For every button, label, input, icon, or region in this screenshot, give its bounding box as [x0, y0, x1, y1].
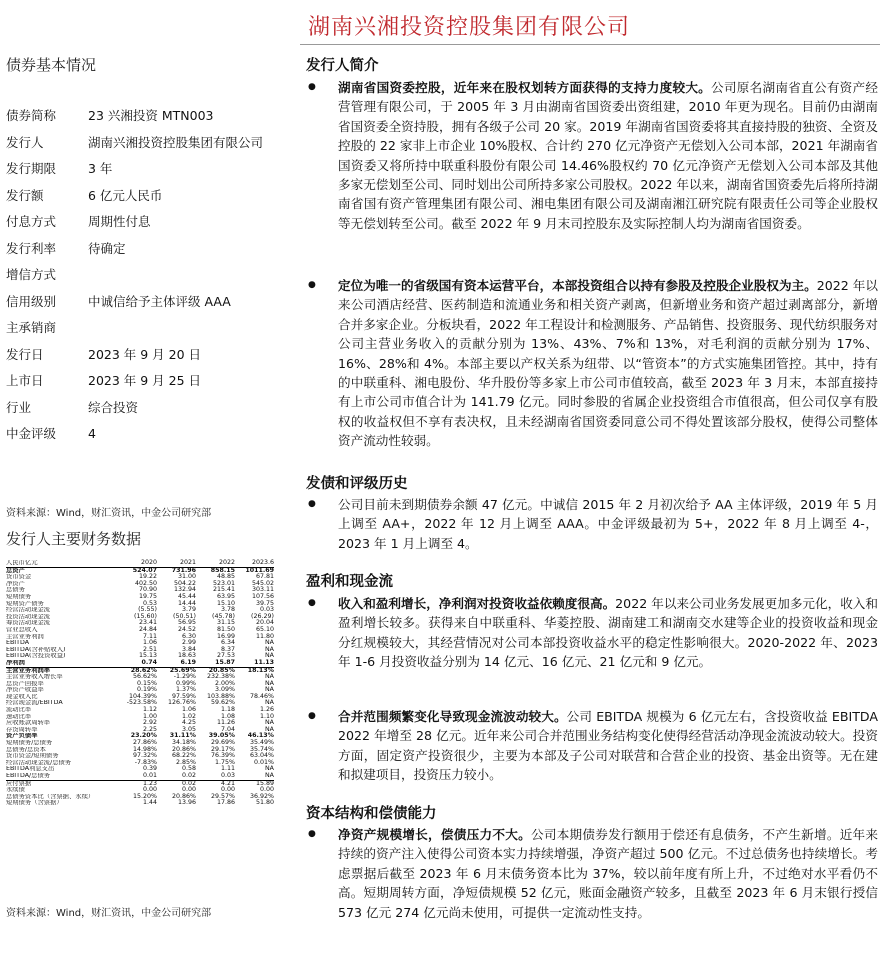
financial-cell: 0.03	[259, 606, 274, 614]
financial-cell: 48.85	[216, 573, 235, 581]
financial-cell: 59.62%	[210, 699, 235, 707]
financial-row-label: 主营业务利润率	[6, 667, 51, 674]
financial-row-label: 短期债务/总债务	[6, 740, 53, 747]
financial-cell: 1.26	[259, 706, 274, 714]
financial-cell: 20.04	[255, 619, 274, 627]
financial-cell: 0.58	[181, 765, 196, 773]
financial-cell: 3.84	[181, 645, 196, 653]
financial-cell: 31.00	[177, 573, 196, 581]
financial-cell: 1.08	[220, 712, 235, 720]
financial-cell: 2022	[218, 559, 235, 566]
financial-row-label: 总资产回报率	[6, 680, 44, 687]
financial-cell: NA	[264, 765, 274, 773]
bond-info-key: 发行期限	[6, 161, 57, 176]
financial-row-label: 流动比率	[6, 707, 32, 714]
financial-row-label: 现金收入比	[6, 693, 38, 700]
bond-info-value: 中诚信给予主体评级 AAA	[88, 293, 231, 309]
bond-info-row	[6, 289, 284, 316]
financial-cell: 402.50	[134, 579, 157, 587]
financial-row-label: 应付票据	[6, 780, 32, 787]
bond-info-row	[6, 342, 284, 369]
financial-cell: 14.44	[177, 599, 196, 607]
section-capital-heading: 资本结构和偿债能力	[306, 806, 437, 822]
bond-info-key: 发行日	[6, 346, 44, 362]
financial-data-title: 发行人主要财务数据	[6, 530, 142, 548]
financial-cell: 17.86	[216, 799, 235, 807]
bond-info-key: 发行人	[6, 134, 44, 150]
financial-row-label: 永续债	[6, 787, 25, 794]
bond-info-value: 2023 年 9 月 20 日	[88, 346, 202, 362]
bond-info-title: 债券基本情况	[6, 56, 97, 74]
financial-cell: 3.79	[181, 606, 196, 614]
bond-info-row	[6, 156, 284, 183]
bond-info-row	[6, 130, 284, 157]
financial-row-label: 总资产	[6, 567, 25, 574]
financial-row-label: 短期债务	[6, 593, 32, 600]
bond-info-key: 发行额	[6, 187, 44, 203]
financial-cell: 2.25	[142, 725, 157, 733]
financial-cell: 0.03	[220, 772, 235, 779]
financial-cell: 67.81	[255, 573, 274, 581]
financial-cell: NA	[264, 772, 274, 779]
bullet-icon: ●	[308, 598, 316, 608]
financial-cell: 3.78	[220, 606, 235, 614]
financial-cell: (15.60)	[134, 612, 157, 620]
financial-cell: 1.12	[142, 706, 157, 714]
financial-cell: 2.51	[142, 645, 157, 653]
financial-cell: 303.11	[251, 586, 274, 594]
financial-cell: 6.19	[180, 658, 196, 666]
financial-row-label: 短期资产债务	[6, 600, 44, 607]
bond-info-value: 综合投资	[88, 399, 139, 415]
financial-cell: 0.39	[142, 765, 157, 773]
paragraph-revenue-body: 2022 年以来公司业务发展更加多元化，收入和盈利增长较多。获得来自中联重科、华菱控股、湖南建工和湖南交水建等企业的投资收益和现金分红规模较大，其经营情况对公司本部投资收益水平的稳定性影响很大。2020-2022 年、2023 年 1-6 月投资收益分别为 14 亿元、16 亿元、21 亿元和 9 亿元。	[338, 596, 878, 670]
financial-cell: (26.29)	[251, 612, 274, 620]
paragraph-ownership-body: 公司原名湖南省直公有资产经营管理有限公司，于 2005 年 3 月由湖南省国资委出资组建，2010 年更为现名。目前仍由湖南省国资委全资持股，拥有各级子公司 20 家。2019 年湖南省国资委将其直接持股的独资、全资及控股的 22 家非上市企业 10%股权、合计约 270 亿元净资产无偿划入公司本部，2021 年湖南省国资委又将所持中联重科股份有限公司 14.46%股权约 70 亿元净资产无偿划入公司本部及其他多家无偿划至公司、同时划出公司所持多家公司股权。2022 年以来，湖南省国资委先后将所持湖南省国有资产管理集团有限公司、湘电集团有限公司及湖南湘江研究院有限责任公司等企业股权等无偿划转至公司。截至 2022 年 9 月末司控股东及实际控制人均为湖南省国资委。	[338, 80, 879, 231]
financial-row-label: 净资产收益率	[6, 687, 44, 694]
financial-cell: (50.51)	[173, 612, 196, 620]
bond-info-table	[6, 103, 284, 448]
financial-cell: -1.29%	[173, 673, 196, 681]
financial-cell: 11.13	[254, 658, 274, 666]
bullet-icon: ●	[308, 280, 316, 290]
financial-cell: 76.39%	[210, 752, 235, 760]
bond-info-key: 付息方式	[6, 214, 57, 229]
section-intro-heading: 发行人简介	[306, 58, 379, 74]
financial-cell: -7.83%	[134, 758, 157, 766]
financial-row-label: 短期债务（含票据）	[6, 800, 63, 807]
financial-cell: 524.07	[132, 566, 157, 574]
bond-info-value: 周期性付息	[88, 214, 151, 229]
financial-row	[6, 800, 274, 807]
bond-info-row	[6, 368, 284, 395]
paragraph-positioning-body: 2022 年以来公司酒店经营、医药制造和流通业务和相关资产剥离，但新增业务和资产超过剥离部分，新增合并多家企业。分板块看，2022 年工程设计和检测服务、产品销售、投资服务、现代纺织服务对公司主营业务收入的贡献分别为 13%、43%、7%和 13%，对毛利润的贡献分别为 17%、16%、28%和 4%。本部主要以产权关系为纽带、以“管资本”的方式实施集团管控。其中，持有的中联重科、湘电股份、华升股份等多家上市公司市值较高，截至 2023 年 3 月末，本部直接持有上市公司市值合计为 141.79 亿元。同时参股的省属企业投资组合市值很高，但公司仅享有股权的收益权但不享有表决权，且未经湖南省国资委同意公司不得处置该部分股权，使得公司整体资产流动性较弱。	[338, 278, 879, 449]
financial-cell: 0.00	[220, 786, 235, 794]
financial-cell: 39.75	[255, 599, 274, 607]
financial-row-label: 筹资活动现金流	[6, 620, 51, 627]
financial-cell: 27.53	[216, 652, 235, 660]
financial-cell: 36.92%	[249, 792, 274, 800]
financial-cell: 1.37%	[175, 686, 196, 694]
financial-cell: 2.00%	[214, 679, 235, 687]
financial-cell: 15.13	[138, 652, 157, 660]
financial-cell: 0.15%	[136, 679, 157, 687]
financial-cell: 27.86%	[132, 739, 157, 747]
financial-cell: NA	[264, 725, 274, 733]
bond-info-row	[6, 209, 284, 236]
financial-cell: (5.55)	[138, 606, 157, 614]
financial-cell: NA	[264, 679, 274, 687]
financial-cell: 6.30	[181, 632, 196, 640]
financial-cell: 6.34	[220, 639, 235, 647]
financial-cell: 132.94	[173, 586, 196, 594]
financial-cell: 29.17%	[210, 745, 235, 753]
financial-cell: 1.75%	[214, 758, 235, 766]
financial-cell: 39.05%	[208, 732, 235, 740]
bond-info-value: 6 亿元人民币	[88, 187, 163, 203]
section-profit-heading: 盈利和现金流	[306, 574, 393, 590]
financial-cell: NA	[264, 686, 274, 694]
financial-cell: 18.63	[177, 652, 196, 660]
bond-info-key: 中金评级	[6, 426, 57, 441]
bullet-icon: ●	[308, 711, 316, 721]
bond-info-key: 债券简称	[6, 108, 57, 123]
bond-info-value: 4	[88, 426, 96, 441]
bond-info-row	[6, 103, 284, 130]
financial-row-label: 货币资金/短期债务	[6, 753, 59, 760]
financial-cell: 4.25	[181, 719, 196, 727]
bullet-icon: ●	[308, 499, 316, 509]
financial-cell: 7.11	[142, 632, 157, 640]
financial-cell: 63.04%	[249, 752, 274, 760]
financial-row-label: 总债务/总资本	[6, 746, 46, 753]
financial-cell: 31.11%	[169, 732, 196, 740]
financial-cell: 731.96	[171, 566, 196, 574]
company-title: 湖南兴湘投资控股集团有限公司	[308, 15, 631, 40]
financial-row-label: 资产负债率	[6, 733, 38, 740]
paragraph-cashflow-lead: 合并范围频繁变化导致现金流波动较大。	[338, 709, 567, 724]
financial-row-label: 经营现金流/EBITDA	[6, 700, 63, 707]
financial-cell: NA	[264, 699, 274, 707]
financial-row-label: 经营活动现金流	[6, 607, 51, 614]
financial-cell: 19.22	[138, 573, 157, 581]
paragraph-capital	[306, 825, 878, 922]
financial-cell: 2020	[140, 559, 157, 566]
financial-cell: 1.11	[220, 765, 235, 773]
bond-info-row	[6, 395, 284, 422]
title-divider	[300, 44, 880, 45]
paragraph-cashflow	[306, 707, 878, 785]
financial-cell: 29.57%	[210, 792, 235, 800]
financial-cell: 34.18%	[171, 739, 196, 747]
financial-cell: NA	[264, 652, 274, 660]
financial-cell: 1.10	[259, 712, 274, 720]
paragraph-ownership-lead: 湖南省国资委控股，近年来在股权划转方面获得的支持力度较大。	[338, 80, 712, 95]
financial-cell: 45.44	[177, 592, 196, 600]
financial-cell: 97.32%	[132, 752, 157, 760]
financial-cell: 19.75	[138, 592, 157, 600]
financial-cell: 545.02	[251, 579, 274, 587]
bond-info-key: 行业	[6, 399, 32, 415]
financial-cell: 0.19%	[136, 686, 157, 694]
financial-data-table	[6, 560, 274, 807]
bond-info-value	[88, 262, 284, 289]
financial-cell: 0.02	[181, 772, 196, 779]
paragraph-ownership	[306, 78, 878, 233]
financial-row-label: 主营业务收入增长率	[6, 674, 63, 681]
financial-cell: 15.20%	[132, 792, 157, 800]
financial-cell: 31.15	[216, 619, 235, 627]
financial-cell: 51.80	[255, 799, 274, 807]
financial-cell: (45.78)	[212, 612, 235, 620]
paragraph-rating-history-body: 公司目前未到期债券余额 47 亿元。中诚信 2015 年 2 月初次给予 AA 主体评级，2019 年 5 月上调至 AA+，2022 年 12 月上调至 AAA。中金评级最初为 5+，2022 年 8 月上调至 4-，2023 年 1 月上调至 4。	[338, 497, 878, 551]
financial-cell: 13.96	[177, 799, 196, 807]
financial-cell: 2021	[179, 559, 196, 566]
financial-cell: 29.69%	[210, 739, 235, 747]
financial-cell: 11.80	[255, 632, 274, 640]
bond-info-value	[88, 315, 284, 342]
bond-info-key: 发行利率	[6, 240, 57, 256]
bond-info-value: 23 兴湘投资 MTN003	[88, 108, 214, 123]
bond-info-row	[6, 183, 284, 210]
financial-cell: 20.86%	[171, 792, 196, 800]
financial-row-label: 存货周转率	[6, 726, 38, 733]
financial-row-label: 人民币亿元	[6, 560, 38, 566]
bond-info-row	[6, 421, 284, 448]
bond-info-value: 3 年	[88, 161, 113, 176]
financial-cell: 0.00	[259, 786, 274, 794]
financial-cell: 81.50	[216, 625, 235, 633]
financial-cell: 1.18	[220, 706, 235, 714]
financial-cell: 0.01	[142, 772, 157, 779]
financial-row-label: 应收账款周转率	[6, 720, 51, 727]
financial-row-label: 主营业务利润	[6, 633, 44, 640]
financial-cell: 1.06	[142, 639, 157, 647]
bond-info-key: 上市日	[6, 373, 44, 388]
paragraph-rating-history	[306, 495, 878, 553]
section-history-heading: 发债和评级历史	[306, 476, 408, 492]
financial-cell: 0.99%	[175, 679, 196, 687]
financial-cell: 3.09%	[214, 686, 235, 694]
financial-cell: 1.06	[181, 706, 196, 714]
financial-cell: 25.69%	[169, 666, 196, 674]
financial-row-label: 速动比率	[6, 713, 32, 720]
financial-cell: 0.02	[181, 779, 196, 787]
financial-cell: 56.62%	[132, 673, 157, 681]
financial-cell: 14.98%	[132, 745, 157, 753]
financial-cell: 2.92	[142, 719, 157, 727]
financial-cell: 1.00	[142, 712, 157, 720]
financial-row-label: EBITDA(含补贴收入)	[6, 646, 66, 653]
financial-cell: 2.85%	[175, 758, 196, 766]
financial-cell: NA	[264, 645, 274, 653]
financial-cell: 4.21	[220, 779, 235, 787]
financial-row-label: EBITDA/总债务	[6, 773, 51, 779]
financial-cell: 78.46%	[249, 692, 274, 700]
financial-cell: 16.99	[216, 632, 235, 640]
financial-cell: 56.95	[177, 619, 196, 627]
financial-cell: -523.58%	[126, 699, 157, 707]
financial-cell: 23.20%	[130, 732, 157, 740]
bond-info-row	[6, 315, 284, 342]
financial-cell: 68.22%	[171, 752, 196, 760]
financial-cell: 28.62%	[130, 666, 157, 674]
financial-cell: 24.52	[177, 625, 196, 633]
financial-row-label: 投资活动现金流	[6, 613, 51, 620]
financial-cell: 232.38%	[206, 673, 235, 681]
financial-cell: 11.26	[216, 719, 235, 727]
bond-info-key: 信用级别	[6, 293, 57, 309]
financial-cell: 1.44	[142, 799, 157, 807]
financial-cell: 215.41	[212, 586, 235, 594]
financial-cell: 7.04	[220, 725, 235, 733]
financial-row-label: 净资产	[6, 580, 25, 587]
financial-row-label: EBITDA	[6, 640, 30, 647]
bond-info-row	[6, 236, 284, 263]
financial-cell: 858.15	[210, 566, 235, 574]
financial-cell: 15.87	[215, 658, 235, 666]
financial-cell: NA	[264, 673, 274, 681]
paragraph-revenue	[306, 594, 878, 672]
bond-source-note: 资料来源：Wind，财汇资讯，中金公司研究部	[6, 508, 212, 519]
paragraph-positioning	[306, 276, 878, 451]
financial-cell: 15.10	[216, 599, 235, 607]
financial-cell: 20.86%	[171, 745, 196, 753]
financial-cell: 103.88%	[206, 692, 235, 700]
bond-info-key: 主承销商	[6, 320, 57, 335]
bond-info-key: 增信方式	[6, 267, 57, 282]
financial-row-label: 总债务资本比（含票据、永续）	[6, 793, 95, 800]
financial-cell: 70.90	[138, 586, 157, 594]
financial-row-label: 货币资金	[6, 574, 32, 581]
bond-info-value: 2023 年 9 月 25 日	[88, 373, 202, 388]
paragraph-capital-body: 公司本期债券发行额用于偿还有息债务，不产生新增。近年来持续的资产注入使得公司资本实力持续增强，净资产超过 500 亿元。不过总债务也持续增长。考虑票据后截至 2023 年 6 月末债务资本比为 37%，较以前年度有所上升，不过绝对水平看仍不高。短期周转方面，净短债规模 52 亿元，账面金融资产较多，且截至 2023 年 6 月末银行授信 573 亿元 274 亿元尚未使用，可提供一定流动性支持。	[338, 827, 879, 920]
bond-info-value: 湖南兴湘投资控股集团有限公司	[88, 134, 264, 150]
financial-cell: 23.41	[138, 619, 157, 627]
financial-cell: 523.01	[212, 579, 235, 587]
financial-cell: 20.85%	[208, 666, 235, 674]
financial-row-label: 总债务	[6, 587, 25, 594]
financial-row-label: 营业总收入	[6, 626, 38, 633]
financial-cell: 1.23	[142, 779, 157, 787]
financial-cell: 3.05	[181, 725, 196, 733]
financial-cell: 1011.69	[245, 566, 274, 574]
bullet-icon: ●	[308, 82, 316, 92]
financial-cell: 0.00	[181, 786, 196, 794]
paragraph-positioning-lead: 定位为唯一的省级国有资本运营平台，本部投资组合以持有参股及控股企业股权为主。	[338, 278, 817, 293]
financial-cell: 15.89	[255, 779, 274, 787]
financial-cell: 107.56	[251, 592, 274, 600]
financial-cell: 65.10	[255, 625, 274, 633]
financial-cell: 0.53	[142, 599, 157, 607]
financial-cell: 0.01%	[253, 758, 274, 766]
bond-info-row	[6, 262, 284, 289]
financial-row-label: 净利润	[6, 659, 25, 666]
financial-cell: 1.02	[181, 712, 196, 720]
financial-row-label: 经营活动现金流/总债务	[6, 759, 72, 766]
financial-cell: 504.22	[173, 579, 196, 587]
financial-cell: NA	[264, 639, 274, 647]
financial-cell: 0.74	[141, 658, 157, 666]
financial-cell: 8.37	[220, 645, 235, 653]
paragraph-cashflow-body: 公司 EBITDA 规模为 6 亿元左右，含投资收益 EBITDA 2022 年增至 28 亿元。近年来公司合并范围业务结构变化使得经营活动净现金流波动较大。投资方面，固定资产投资很少，主要为本部及子公司对联营和合营企业的投资、基金出资等。无在建和拟建项目，投资压力较小。	[338, 709, 879, 783]
financial-cell: 18.13%	[247, 666, 274, 674]
paragraph-revenue-lead: 收入和盈利增长，净利润对投资收益依赖度很高。	[338, 596, 616, 611]
financial-cell: 104.39%	[128, 692, 157, 700]
paragraph-capital-lead: 净资产规模增长，偿债压力不大。	[338, 827, 531, 842]
financial-row-label: EBITDA利息支出	[6, 766, 55, 773]
financial-cell: 97.59%	[171, 692, 196, 700]
financial-cell: 2.99	[181, 639, 196, 647]
financial-cell: 46.13%	[247, 732, 274, 740]
financial-cell: NA	[264, 719, 274, 727]
financial-cell: 35.49%	[249, 739, 274, 747]
financial-cell: 126.76%	[167, 699, 196, 707]
financial-cell: 24.84	[138, 625, 157, 633]
bond-info-value: 待确定	[88, 240, 126, 256]
financial-cell: 2023.6	[251, 559, 274, 566]
financial-source-note: 资料来源：Wind，财汇资讯，中金公司研究部	[6, 908, 212, 919]
financial-row-label: EBITDA(含投资收益)	[6, 653, 66, 660]
financial-cell: 35.74%	[249, 745, 274, 753]
financial-cell: 63.95	[216, 592, 235, 600]
bullet-icon: ●	[308, 829, 316, 839]
financial-cell: 0.00	[142, 786, 157, 794]
